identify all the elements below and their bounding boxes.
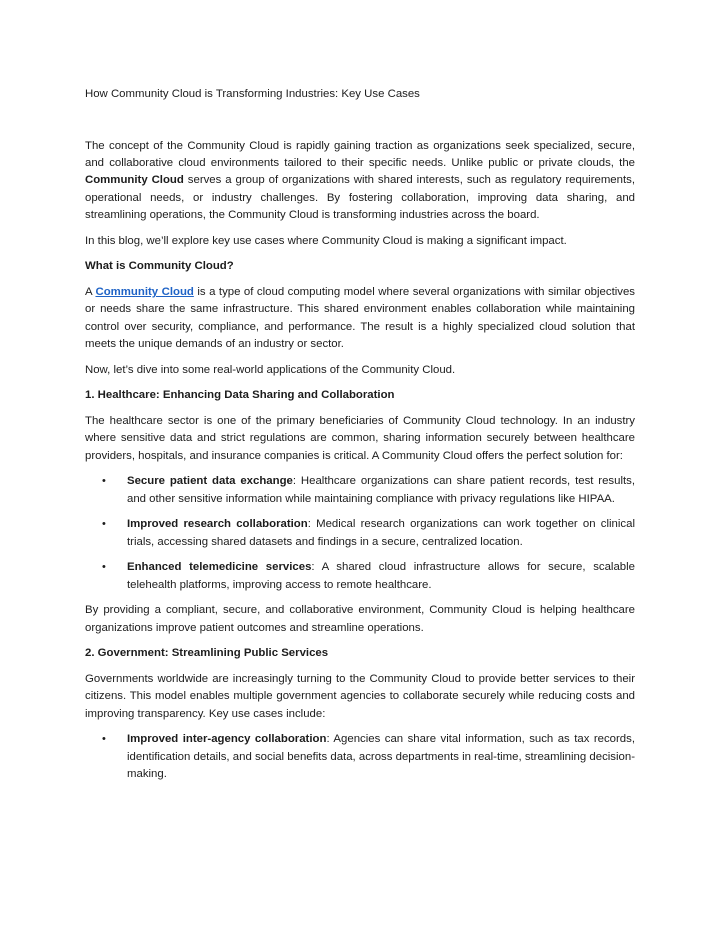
list-item: • Enhanced telemedicine services: A shared cloud infrastructure allows for secure, scalable telehealth platforms, improving access to remote healthcare. — [102, 561, 635, 591]
document-title: How Community Cloud is Transforming Industries: Key Use Cases — [85, 88, 420, 100]
what-is-paragraph: A Community Cloud is a type of cloud computing model where several organizations with similar objectives or needs share the same infrastructure. This shared environment enables collaboration while maintaining control over security, compliance, and performance. The result is a highly specialized cloud solution that meets the unique demands of an industry or sector. — [85, 286, 635, 350]
healthcare-closing-paragraph: By providing a compliant, secure, and collaborative environment, Community Cloud is helping healthcare organizations improve patient outcomes and streamline operations. — [85, 604, 635, 634]
bullet-icon: • — [102, 733, 106, 746]
transition-paragraph: Now, let’s dive into some real-world applications of the Community Cloud. — [85, 363, 456, 376]
intro-bold-term: Community Cloud — [85, 174, 184, 187]
intro-paragraph: The concept of the Community Cloud is rapidly gaining traction as organizations seek specialized, secure, and collaborative cloud environments tailored to their specific needs. Unlike public or private clouds, the Community Cloud serves a group of organizations with shared interests, such as regulatory requirements, operational needs, or industry challenges. By fostering collaboration, improving data sharing, and streamlining operations, the Community Cloud is transforming industries across the board. — [85, 140, 636, 221]
list-item: • Secure patient data exchange: Healthcare organizations can share patient records, test results, and other sensitive information while maintaining compliance with privacy regulations like HIPAA. — [102, 475, 635, 505]
bullet-icon: • — [102, 475, 106, 488]
healthcare-bullet-list — [85, 473, 635, 593]
bullet-icon: • — [102, 518, 106, 531]
bullet-icon: • — [102, 561, 106, 574]
blog-intro-paragraph: In this blog, we’ll explore key use cases where Community Cloud is making a significant impact. — [85, 234, 567, 247]
government-bullet-list — [85, 731, 635, 783]
healthcare-intro-paragraph: The healthcare sector is one of the primary beneficiaries of Community Cloud technology. In an industry where sensitive data and strict regulations are common, sharing information securely between healthcare providers, hospitals, and insurance companies is critical. A Community Cloud offers the perfect solution for: — [85, 415, 635, 462]
government-intro-paragraph: Governments worldwide are increasingly turning to the Community Cloud to provide better services to their citizens. This model enables multiple government agencies to collaborate securely while reducing costs and improving transparency. Key use cases include: — [85, 673, 635, 720]
list-item: • Improved inter-agency collaboration: Agencies can share vital information, such as tax records, identification details, and social benefits data, across departments in real-time, streamlining decision-making. — [102, 733, 635, 780]
healthcare-heading: 1. Healthcare: Enhancing Data Sharing and Collaboration — [85, 389, 395, 402]
government-heading: 2. Government: Streamlining Public Services — [85, 647, 329, 660]
what-is-heading: What is Community Cloud? — [85, 260, 234, 273]
document-body — [85, 138, 635, 792]
community-cloud-link[interactable]: Community Cloud — [95, 286, 194, 299]
list-item: • Improved research collaboration: Medical research organizations can work together on clinical trials, accessing shared datasets and findings in a secure, centralized location. — [102, 518, 635, 548]
